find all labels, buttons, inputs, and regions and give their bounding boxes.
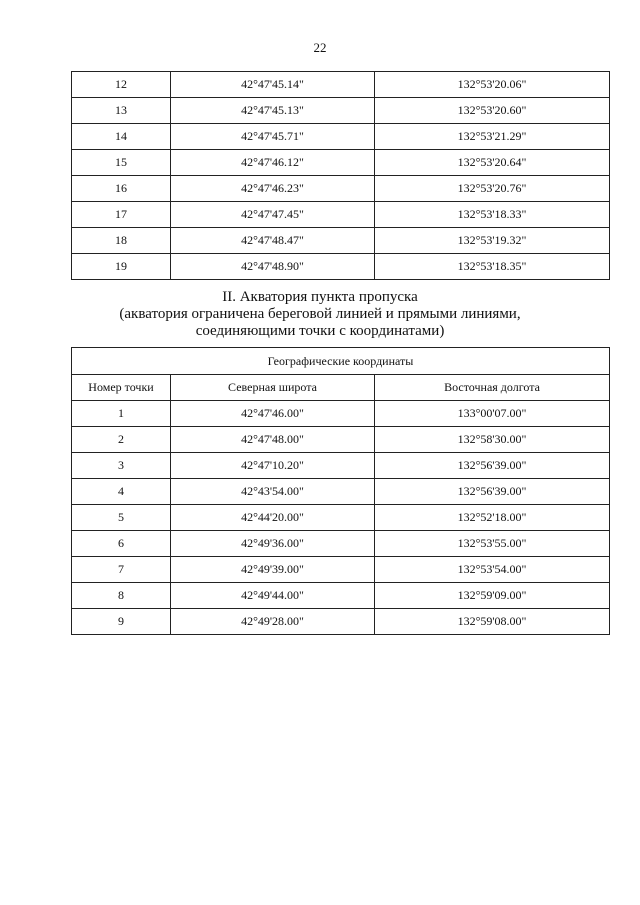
latitude-cell: 42°43'54.00": [171, 479, 375, 505]
table-row: [72, 583, 610, 609]
water-area-coordinates-table-body: [72, 348, 610, 635]
table-row: [72, 401, 610, 427]
point-number-cell: 3: [72, 453, 171, 479]
table-row: [72, 609, 610, 635]
point-number-cell: 8: [72, 583, 171, 609]
latitude-cell: 42°47'45.14": [171, 72, 375, 98]
point-number-cell: 6: [72, 531, 171, 557]
table-row: [72, 150, 610, 176]
point-number-column-header: Номер точки: [72, 375, 171, 401]
table-row: [72, 453, 610, 479]
section-subtitle-line: соединяющими точки с координатами): [195, 323, 445, 339]
section-subtitle-line: (акватория ограничена береговой линией и прямыми линиями,: [119, 306, 521, 322]
longitude-cell: 132°53'20.64": [375, 150, 610, 176]
point-number-cell: 16: [72, 176, 171, 202]
point-number-cell: 15: [72, 150, 171, 176]
longitude-cell: 132°53'55.00": [375, 531, 610, 557]
longitude-cell: 132°53'20.60": [375, 98, 610, 124]
point-number-cell: 12: [72, 72, 171, 98]
longitude-cell: 133°00'07.00": [375, 401, 610, 427]
longitude-cell: 132°53'19.32": [375, 228, 610, 254]
latitude-column-header: Северная широта: [171, 375, 375, 401]
longitude-cell: 132°53'18.33": [375, 202, 610, 228]
table-row: [72, 427, 610, 453]
longitude-cell: 132°52'18.00": [375, 505, 610, 531]
table-row: [72, 531, 610, 557]
table-header-row: [72, 375, 610, 401]
point-number-cell: 5: [72, 505, 171, 531]
latitude-cell: 42°47'45.13": [171, 98, 375, 124]
longitude-cell: 132°59'09.00": [375, 583, 610, 609]
point-number-cell: 7: [72, 557, 171, 583]
water-area-coordinates-table: [71, 347, 610, 635]
latitude-cell: 42°47'48.47": [171, 228, 375, 254]
table-row: [72, 98, 610, 124]
point-number-cell: 14: [72, 124, 171, 150]
longitude-cell: 132°53'54.00": [375, 557, 610, 583]
point-number-cell: 13: [72, 98, 171, 124]
table-row: [72, 228, 610, 254]
longitude-cell: 132°58'30.00": [375, 427, 610, 453]
section-title: II. Акватория пункта пропуска: [222, 289, 418, 305]
page-number: 22: [313, 40, 327, 55]
latitude-cell: 42°47'46.00": [171, 401, 375, 427]
latitude-cell: 42°47'10.20": [171, 453, 375, 479]
longitude-cell: 132°53'18.35": [375, 254, 610, 280]
section-heading: [0, 289, 640, 340]
latitude-cell: 42°49'39.00": [171, 557, 375, 583]
latitude-cell: 42°49'44.00": [171, 583, 375, 609]
longitude-cell: 132°56'39.00": [375, 453, 610, 479]
latitude-cell: 42°49'36.00": [171, 531, 375, 557]
latitude-cell: 42°47'47.45": [171, 202, 375, 228]
coordinates-table-continued-body: [72, 72, 610, 280]
coordinates-table-continued: [71, 71, 610, 280]
latitude-cell: 42°47'46.12": [171, 150, 375, 176]
point-number-cell: 4: [72, 479, 171, 505]
table-row: [72, 124, 610, 150]
longitude-cell: 132°59'08.00": [375, 609, 610, 635]
longitude-cell: 132°53'20.06": [375, 72, 610, 98]
geographic-coordinates-header: Географические координаты: [72, 348, 610, 375]
point-number-cell: 2: [72, 427, 171, 453]
point-number-cell: 1: [72, 401, 171, 427]
latitude-cell: 42°47'45.71": [171, 124, 375, 150]
latitude-cell: 42°49'28.00": [171, 609, 375, 635]
table-header-row: [72, 348, 610, 375]
table-row: [72, 202, 610, 228]
point-number-cell: 19: [72, 254, 171, 280]
point-number-cell: 18: [72, 228, 171, 254]
latitude-cell: 42°44'20.00": [171, 505, 375, 531]
latitude-cell: 42°47'46.23": [171, 176, 375, 202]
table-row: [72, 505, 610, 531]
longitude-cell: 132°53'21.29": [375, 124, 610, 150]
point-number-cell: 9: [72, 609, 171, 635]
longitude-cell: 132°53'20.76": [375, 176, 610, 202]
longitude-cell: 132°56'39.00": [375, 479, 610, 505]
latitude-cell: 42°47'48.90": [171, 254, 375, 280]
latitude-cell: 42°47'48.00": [171, 427, 375, 453]
longitude-column-header: Восточная долгота: [375, 375, 610, 401]
table-row: [72, 254, 610, 280]
table-row: [72, 479, 610, 505]
table-row: [72, 72, 610, 98]
table-row: [72, 176, 610, 202]
table-row: [72, 557, 610, 583]
point-number-cell: 17: [72, 202, 171, 228]
